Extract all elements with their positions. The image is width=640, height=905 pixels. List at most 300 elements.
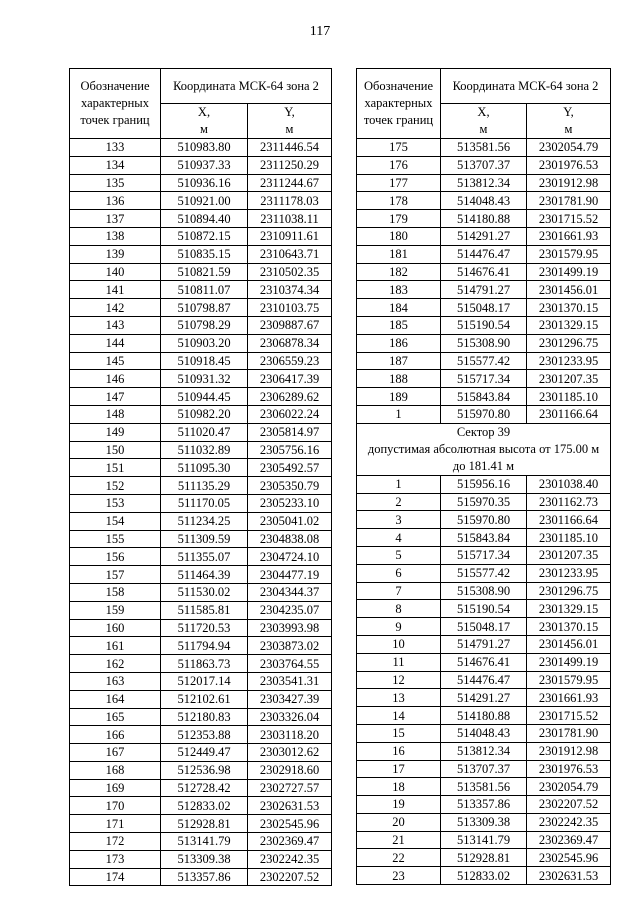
x-coordinate: 515970.80 <box>441 511 527 529</box>
point-number: 8 <box>357 600 441 618</box>
table-row <box>357 316 611 334</box>
x-coordinate: 512353.88 <box>161 726 248 744</box>
x-coordinate: 512728.42 <box>161 779 248 797</box>
y-coordinate: 2305814.97 <box>248 423 332 441</box>
y-coordinate: 2306022.24 <box>248 405 332 423</box>
table-row <box>70 263 332 281</box>
point-number: 185 <box>357 316 441 334</box>
point-number: 137 <box>70 210 161 228</box>
x-label: X, <box>197 105 211 119</box>
y-coordinate: 2305041.02 <box>248 512 332 530</box>
point-number: 4 <box>357 529 441 547</box>
point-number: 174 <box>70 868 161 886</box>
y-coordinate: 2305350.79 <box>248 477 332 495</box>
x-coordinate: 515190.54 <box>441 316 527 334</box>
y-coordinate: 2310643.71 <box>248 245 332 263</box>
y-coordinate: 2302242.35 <box>527 813 611 831</box>
table-row <box>357 867 611 885</box>
table-row <box>357 352 611 370</box>
table-row <box>70 316 332 334</box>
x-coordinate: 514048.43 <box>441 724 527 742</box>
x-coordinate: 515577.42 <box>441 352 527 370</box>
y-coordinate: 2311038.11 <box>248 210 332 228</box>
x-coordinate: 510903.20 <box>161 334 248 352</box>
point-number: 189 <box>357 388 441 406</box>
table-row <box>357 760 611 778</box>
table-row <box>357 724 611 742</box>
x-coordinate: 513357.86 <box>161 868 248 886</box>
point-number: 16 <box>357 742 441 760</box>
x-coordinate: 511095.30 <box>161 459 248 477</box>
coordinates-table-right <box>356 68 611 885</box>
x-coordinate: 511720.53 <box>161 619 248 637</box>
table-row <box>70 583 332 601</box>
y-coordinate: 2301329.15 <box>527 316 611 334</box>
x-coordinate: 511234.25 <box>161 512 248 530</box>
y-coordinate: 2302727.57 <box>248 779 332 797</box>
x-coordinate: 512017.14 <box>161 672 248 690</box>
table-row <box>357 245 611 263</box>
point-number: 155 <box>70 530 161 548</box>
table-row <box>70 672 332 690</box>
x-coordinate: 513707.37 <box>441 760 527 778</box>
x-coordinate: 510982.20 <box>161 405 248 423</box>
x-coordinate: 512833.02 <box>161 797 248 815</box>
table-row <box>357 139 611 157</box>
x-coordinate: 515956.16 <box>441 475 527 493</box>
coordinate-system-header: Координата МСК-64 зона 2 <box>441 69 611 104</box>
y-coordinate: 2303764.55 <box>248 655 332 673</box>
y-coordinate: 2303541.31 <box>248 672 332 690</box>
y-coordinate: 2301370.15 <box>527 618 611 636</box>
table-row <box>70 619 332 637</box>
y-coordinate: 2301370.15 <box>527 299 611 317</box>
y-coordinate: 2301499.19 <box>527 263 611 281</box>
y-coordinate: 2301579.95 <box>527 671 611 689</box>
y-coordinate: 2301661.93 <box>527 689 611 707</box>
table-row <box>70 868 332 886</box>
table-row <box>357 600 611 618</box>
point-number: 138 <box>70 227 161 245</box>
x-coordinate: 514476.47 <box>441 671 527 689</box>
y-header <box>527 104 611 139</box>
table-row <box>70 441 332 459</box>
x-coordinate: 512102.61 <box>161 690 248 708</box>
point-number: 22 <box>357 849 441 867</box>
x-coordinate: 510937.33 <box>161 156 248 174</box>
point-number: 3 <box>357 511 441 529</box>
point-number: 184 <box>357 299 441 317</box>
x-coordinate: 510872.15 <box>161 227 248 245</box>
x-coordinate: 515970.80 <box>441 405 527 423</box>
point-number: 145 <box>70 352 161 370</box>
x-coordinate: 514676.41 <box>441 263 527 281</box>
x-coordinate: 510944.45 <box>161 388 248 406</box>
point-number: 146 <box>70 370 161 388</box>
point-number: 183 <box>357 281 441 299</box>
y-coordinate: 2302207.52 <box>527 796 611 814</box>
x-coordinate: 515843.84 <box>441 388 527 406</box>
point-number: 178 <box>357 192 441 210</box>
point-number: 163 <box>70 672 161 690</box>
table-row <box>70 423 332 441</box>
point-designation-header: Обозначение характерных точек границ <box>70 69 161 139</box>
table-row <box>357 813 611 831</box>
y-coordinate: 2311178.03 <box>248 192 332 210</box>
x-unit: м <box>479 122 488 136</box>
table-row <box>70 726 332 744</box>
y-coordinate: 2301781.90 <box>527 724 611 742</box>
table-row <box>70 352 332 370</box>
point-number: 171 <box>70 815 161 833</box>
x-coordinate: 514476.47 <box>441 245 527 263</box>
y-coordinate: 2302918.60 <box>248 761 332 779</box>
point-number: 23 <box>357 867 441 885</box>
x-coordinate: 510798.87 <box>161 299 248 317</box>
table-row <box>70 245 332 263</box>
x-coordinate: 510921.00 <box>161 192 248 210</box>
table-row <box>70 601 332 619</box>
x-coordinate: 513581.56 <box>441 139 527 157</box>
y-coordinate: 2311250.29 <box>248 156 332 174</box>
point-number: 164 <box>70 690 161 708</box>
point-number: 2 <box>357 493 441 511</box>
y-coordinate: 2301456.01 <box>527 635 611 653</box>
table-row <box>70 690 332 708</box>
x-coordinate: 514048.43 <box>441 192 527 210</box>
point-number: 13 <box>357 689 441 707</box>
y-coordinate: 2304477.19 <box>248 566 332 584</box>
y-coordinate: 2301207.35 <box>527 546 611 564</box>
sector-title: Сектор 39 <box>456 424 511 439</box>
x-coordinate: 510931.32 <box>161 370 248 388</box>
y-coordinate: 2302369.47 <box>248 833 332 851</box>
sector-height-range-end: до 181.41 м <box>452 458 515 473</box>
point-number: 177 <box>357 174 441 192</box>
y-coordinate: 2305233.10 <box>248 494 332 512</box>
y-coordinate: 2306878.34 <box>248 334 332 352</box>
y-coordinate: 2301233.95 <box>527 564 611 582</box>
point-number: 161 <box>70 637 161 655</box>
y-coordinate: 2301166.64 <box>527 511 611 529</box>
y-coordinate: 2302054.79 <box>527 139 611 157</box>
point-number: 1 <box>357 475 441 493</box>
x-coordinate: 514291.27 <box>441 227 527 245</box>
y-coordinate: 2301715.52 <box>527 210 611 228</box>
x-header <box>441 104 527 139</box>
y-coordinate: 2310502.35 <box>248 263 332 281</box>
table-row <box>357 370 611 388</box>
x-coordinate: 511135.29 <box>161 477 248 495</box>
point-number: 182 <box>357 263 441 281</box>
x-coordinate: 514180.88 <box>441 707 527 725</box>
table-row <box>357 707 611 725</box>
point-number: 160 <box>70 619 161 637</box>
y-coordinate: 2301296.75 <box>527 334 611 352</box>
y-coordinate: 2304344.37 <box>248 583 332 601</box>
point-number: 166 <box>70 726 161 744</box>
table-row <box>70 512 332 530</box>
x-coordinate: 515717.34 <box>441 546 527 564</box>
point-number: 7 <box>357 582 441 600</box>
page-number: 117 <box>309 24 331 39</box>
table-row <box>357 511 611 529</box>
y-header <box>248 104 332 139</box>
point-number: 167 <box>70 744 161 762</box>
point-number: 11 <box>357 653 441 671</box>
y-coordinate: 2302631.53 <box>248 797 332 815</box>
sector-height-range: допустимая абсолютная высота от 175.00 м <box>367 441 600 456</box>
point-number: 142 <box>70 299 161 317</box>
x-coordinate: 514180.88 <box>441 210 527 228</box>
y-coordinate: 2302242.35 <box>248 850 332 868</box>
table-row <box>70 405 332 423</box>
point-number: 151 <box>70 459 161 477</box>
point-number: 170 <box>70 797 161 815</box>
point-number: 158 <box>70 583 161 601</box>
table-row <box>70 779 332 797</box>
point-number: 188 <box>357 370 441 388</box>
point-number: 20 <box>357 813 441 831</box>
y-coordinate: 2301976.53 <box>527 156 611 174</box>
table-row <box>70 494 332 512</box>
point-number: 17 <box>357 760 441 778</box>
table-row <box>357 388 611 406</box>
point-number: 6 <box>357 564 441 582</box>
point-number: 187 <box>357 352 441 370</box>
x-coordinate: 514791.27 <box>441 635 527 653</box>
table-row <box>70 850 332 868</box>
point-number: 150 <box>70 441 161 459</box>
table-row <box>70 530 332 548</box>
x-coordinate: 510835.15 <box>161 245 248 263</box>
point-number: 10 <box>357 635 441 653</box>
table-row <box>70 334 332 352</box>
y-coordinate: 2301579.95 <box>527 245 611 263</box>
right-table-body-top <box>357 139 611 424</box>
table-row <box>70 566 332 584</box>
table-row <box>357 529 611 547</box>
table-row <box>357 582 611 600</box>
table-row <box>357 405 611 423</box>
x-label: X, <box>477 105 490 119</box>
point-number: 186 <box>357 334 441 352</box>
x-coordinate: 513309.38 <box>441 813 527 831</box>
x-coordinate: 512833.02 <box>441 867 527 885</box>
y-unit: м <box>285 122 294 136</box>
x-coordinate: 513141.79 <box>441 831 527 849</box>
table-row <box>357 334 611 352</box>
table-row <box>70 370 332 388</box>
point-number: 18 <box>357 778 441 796</box>
table-row <box>357 671 611 689</box>
x-coordinate: 515308.90 <box>441 582 527 600</box>
x-coordinate: 513357.86 <box>441 796 527 814</box>
y-coordinate: 2302545.96 <box>248 815 332 833</box>
x-coordinate: 511032.89 <box>161 441 248 459</box>
x-coordinate: 513581.56 <box>441 778 527 796</box>
table-row <box>357 689 611 707</box>
y-coordinate: 2310911.61 <box>248 227 332 245</box>
x-coordinate: 511309.59 <box>161 530 248 548</box>
x-coordinate: 515577.42 <box>441 564 527 582</box>
table-row <box>357 263 611 281</box>
x-coordinate: 514291.27 <box>441 689 527 707</box>
x-coordinate: 511794.94 <box>161 637 248 655</box>
x-coordinate: 511020.47 <box>161 423 248 441</box>
x-coordinate: 513141.79 <box>161 833 248 851</box>
table-row <box>357 174 611 192</box>
x-coordinate: 513812.34 <box>441 742 527 760</box>
point-number: 1 <box>357 405 441 423</box>
point-number: 181 <box>357 245 441 263</box>
point-number: 19 <box>357 796 441 814</box>
y-coordinate: 2303326.04 <box>248 708 332 726</box>
left-table-body <box>70 139 332 886</box>
x-coordinate: 512928.81 <box>161 815 248 833</box>
point-number: 172 <box>70 833 161 851</box>
y-coordinate: 2301296.75 <box>527 582 611 600</box>
x-coordinate: 510918.45 <box>161 352 248 370</box>
point-number: 140 <box>70 263 161 281</box>
y-coordinate: 2306417.39 <box>248 370 332 388</box>
point-number: 133 <box>70 139 161 157</box>
y-coordinate: 2301038.40 <box>527 475 611 493</box>
point-number: 144 <box>70 334 161 352</box>
x-coordinate: 515190.54 <box>441 600 527 618</box>
table-row <box>70 637 332 655</box>
x-coordinate: 511863.73 <box>161 655 248 673</box>
table-row <box>357 831 611 849</box>
point-number: 143 <box>70 316 161 334</box>
table-row <box>70 459 332 477</box>
point-number: 159 <box>70 601 161 619</box>
table-row <box>357 493 611 511</box>
y-coordinate: 2310103.75 <box>248 299 332 317</box>
table-row <box>357 796 611 814</box>
y-label: Y, <box>284 105 295 119</box>
table-row <box>70 192 332 210</box>
y-coordinate: 2304838.08 <box>248 530 332 548</box>
point-number: 139 <box>70 245 161 263</box>
point-number: 179 <box>357 210 441 228</box>
table-row <box>70 744 332 762</box>
x-coordinate: 510798.29 <box>161 316 248 334</box>
y-coordinate: 2303873.02 <box>248 637 332 655</box>
y-coordinate: 2301185.10 <box>527 529 611 547</box>
table-row <box>70 281 332 299</box>
x-coordinate: 511355.07 <box>161 548 248 566</box>
x-coordinate: 510811.07 <box>161 281 248 299</box>
sector-section <box>357 423 611 475</box>
point-number: 21 <box>357 831 441 849</box>
point-number: 9 <box>357 618 441 636</box>
table-row <box>70 299 332 317</box>
y-coordinate: 2301185.10 <box>527 388 611 406</box>
table-row <box>70 174 332 192</box>
coordinate-system-header: Координата МСК-64 зона 2 <box>161 69 332 104</box>
x-coordinate: 510983.80 <box>161 139 248 157</box>
y-coordinate: 2310374.34 <box>248 281 332 299</box>
y-coordinate: 2303427.39 <box>248 690 332 708</box>
point-number: 148 <box>70 405 161 423</box>
table-row <box>70 210 332 228</box>
point-number: 154 <box>70 512 161 530</box>
x-coordinate: 511464.39 <box>161 566 248 584</box>
y-coordinate: 2302545.96 <box>527 849 611 867</box>
coordinates-table-left <box>69 68 332 886</box>
y-coordinate: 2311244.67 <box>248 174 332 192</box>
y-coordinate: 2301329.15 <box>527 600 611 618</box>
x-coordinate: 510894.40 <box>161 210 248 228</box>
point-number: 147 <box>70 388 161 406</box>
x-coordinate: 510936.16 <box>161 174 248 192</box>
table-row <box>70 797 332 815</box>
y-coordinate: 2303012.62 <box>248 744 332 762</box>
table-row <box>357 564 611 582</box>
y-coordinate: 2304235.07 <box>248 601 332 619</box>
table-row <box>70 227 332 245</box>
x-coordinate: 512449.47 <box>161 744 248 762</box>
table-row <box>357 192 611 210</box>
point-number: 173 <box>70 850 161 868</box>
point-number: 156 <box>70 548 161 566</box>
table-row <box>70 388 332 406</box>
point-number: 153 <box>70 494 161 512</box>
y-coordinate: 2305756.16 <box>248 441 332 459</box>
x-coordinate: 513812.34 <box>441 174 527 192</box>
table-row <box>357 653 611 671</box>
y-coordinate: 2303993.98 <box>248 619 332 637</box>
x-coordinate: 515717.34 <box>441 370 527 388</box>
table-row <box>357 849 611 867</box>
table-row <box>70 761 332 779</box>
table-row <box>70 708 332 726</box>
y-coordinate: 2302207.52 <box>248 868 332 886</box>
table-row <box>357 156 611 174</box>
x-coordinate: 512928.81 <box>441 849 527 867</box>
y-coordinate: 2311446.54 <box>248 139 332 157</box>
x-coordinate: 515048.17 <box>441 618 527 636</box>
point-number: 157 <box>70 566 161 584</box>
x-coordinate: 512536.98 <box>161 761 248 779</box>
point-number: 136 <box>70 192 161 210</box>
x-coordinate: 513309.38 <box>161 850 248 868</box>
point-number: 175 <box>357 139 441 157</box>
point-designation-header: Обозначение характерных точек границ <box>357 69 441 139</box>
sector-header <box>357 423 611 475</box>
x-coordinate: 515048.17 <box>441 299 527 317</box>
point-number: 5 <box>357 546 441 564</box>
x-header <box>161 104 248 139</box>
point-number: 135 <box>70 174 161 192</box>
table-row <box>70 139 332 157</box>
y-label: Y, <box>563 105 574 119</box>
y-coordinate: 2301499.19 <box>527 653 611 671</box>
table-row <box>70 548 332 566</box>
x-coordinate: 515308.90 <box>441 334 527 352</box>
table-row <box>70 477 332 495</box>
point-number: 180 <box>357 227 441 245</box>
table-row <box>70 833 332 851</box>
y-coordinate: 2309887.67 <box>248 316 332 334</box>
point-number: 165 <box>70 708 161 726</box>
x-coordinate: 511170.05 <box>161 494 248 512</box>
x-coordinate: 512180.83 <box>161 708 248 726</box>
y-coordinate: 2301233.95 <box>527 352 611 370</box>
x-coordinate: 514791.27 <box>441 281 527 299</box>
x-coordinate: 511530.02 <box>161 583 248 601</box>
